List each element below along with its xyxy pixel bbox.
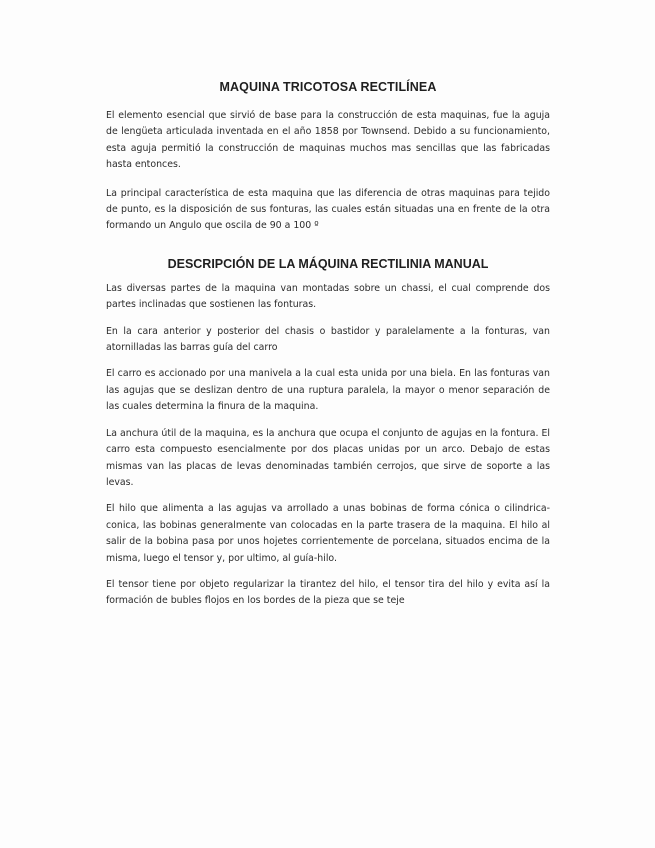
document-content <box>106 70 550 620</box>
paragraph-chassi: Las diversas partes de la maquina van montadas sobre un chassi, el cual comprende dos partes inclinadas que sostienen las fonturas. <box>106 282 550 311</box>
paragraph-anchura-util: La anchura útil de la maquina, es la anchura que ocupa el conjunto de agujas en la fontura. El carro esta compuesto esencialmente por dos placas unidas por un arco. Debajo de estas mismas van las placas de levas denominadas también cerrojos, que sirve de soporte a las levas. <box>106 427 550 488</box>
paragraph-carro-manivela: El carro es accionado por una manivela a la cual esta unida por una biela. En las fonturas van las agujas que se deslizan dentro de una ruptura paralela, la mayor o menor separación de las cuales determina la finura de la maquina. <box>106 368 550 413</box>
title-maquina-tricotosa: MAQUINA TRICOTOSA RECTILÍNEA <box>219 80 437 94</box>
paragraph-hilo-bobinas: El hilo que alimenta a las agujas va arrollado a unas bobinas de forma cónica o cilindrica-conica, las bobinas generalmente van colocadas en la parte trasera de la maquina. El hilo al salir de la bobina pasa por unos hojetes corrientemente de porcelana, situados encima de la misma, luego el tensor y, por ultimo, al guía-hilo. <box>106 503 550 564</box>
title-descripcion-maquina: DESCRIPCIÓN DE LA MÁQUINA RECTILINIA MANUAL <box>167 256 489 271</box>
paragraph-barras-guia: En la cara anterior y posterior del chasis o bastidor y paralelamente a la fonturas, van atornilladas las barras guía del carro <box>106 325 550 354</box>
paragraph-caracteristica-principal: La principal característica de esta maquina que las diferencia de otras maquinas para tejido de punto, es la disposición de sus fonturas, las cuales están situadas una en frente de la otra formando un Angulo que oscila de 90 a 100 º <box>106 187 550 232</box>
paragraph-tensor: El tensor tiene por objeto regularizar la tirantez del hilo, el tensor tira del hilo y evita así la formación de bubles flojos en los bordes de la pieza que se teje <box>106 578 550 607</box>
paragraph-aguja-lengueta: El elemento esencial que sirvió de base para la construcción de esta maquinas, fue la aguja de lengüeta articulada inventada en el año 1858 por Townsend. Debido a su funcionamiento, esta aguja permitió la construcción de maquinas muchos mas sencillas que las fabricadas hasta entonces. <box>106 110 550 171</box>
